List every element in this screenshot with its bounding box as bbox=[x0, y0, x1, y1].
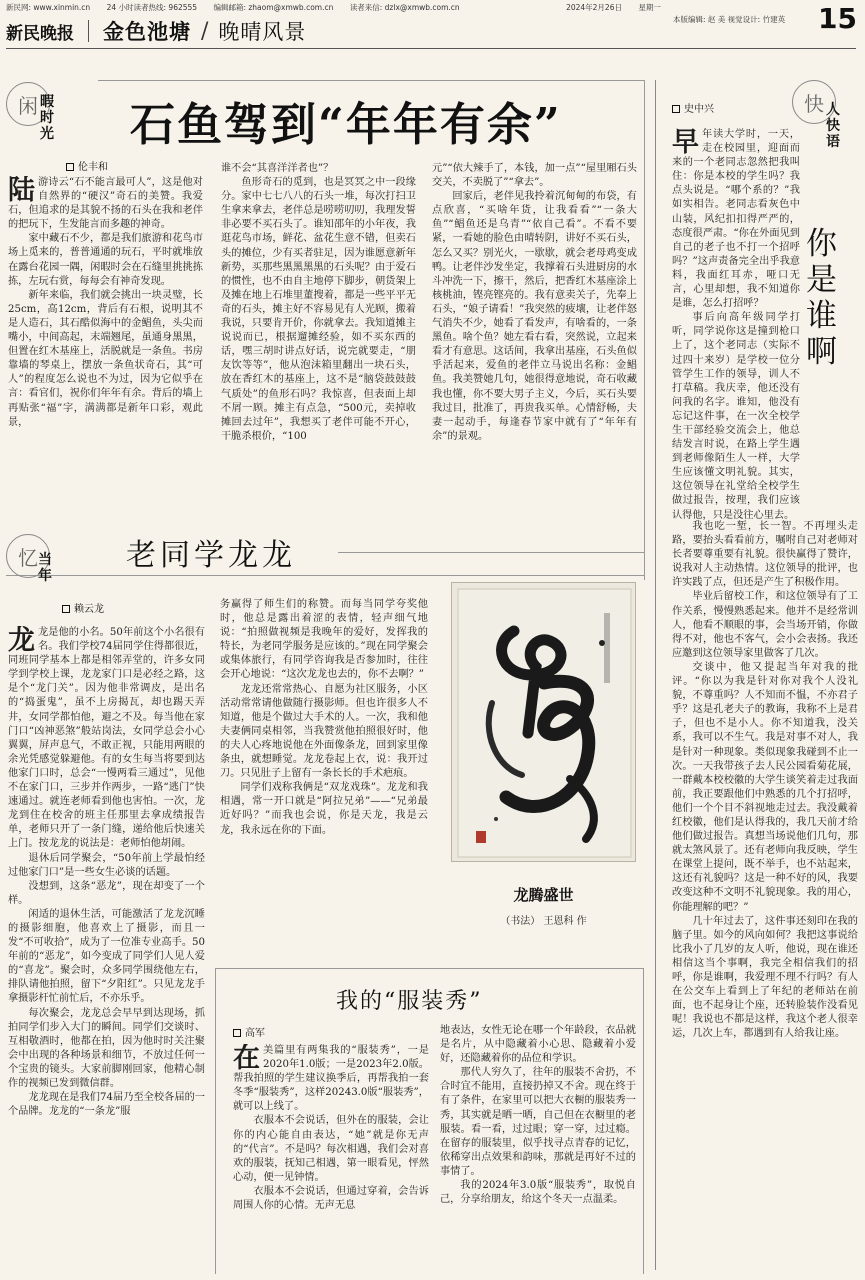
article3-para bbox=[233, 1044, 429, 1114]
article3-para: 衣服本不会说话，但通过穿着，会告诉周围人你的心情。无声无息 bbox=[233, 1185, 429, 1212]
section-title: 金色池塘 bbox=[103, 19, 191, 44]
article1-author: 伦丰和 bbox=[78, 162, 108, 173]
article4-col-bottom bbox=[672, 520, 858, 1274]
article1-para: 家中藏石不少，都是我们旅游和花鸟市场上觅来的，普普通通的玩石，平时就堆放在露台花园一隅，闲暇时会在石缝里挑挑拣拣，左玩右赏，每每会有神奇发现。 bbox=[8, 233, 203, 287]
article1-col3 bbox=[432, 162, 637, 570]
masthead bbox=[6, 16, 306, 46]
article3-text: 美篇里有两集我的“服装秀”，一是2020年1.0版；一是2023年2.0版。帮我拍照的学生建议换季后，再帮我拍一套冬季“服装秀”，这样20243.0版“服装秀”，就可以上线了。 bbox=[233, 1045, 429, 1113]
article2-para: 务赢得了师生们的称赞。而每当同学夸奖他时，他总是露出着涩的表情，轻声细气地说：“拍照做视频是我晚年的爱好，发挥我的特长，为老同学服务是应该的。”现在同学聚会或集体旅行，有同学咨询我是否参加时，往往会开心地说：“这次龙龙也去的，你不去啊？” bbox=[220, 599, 428, 681]
article2-para: 退休后同学聚会，“50年前上学最怕经过他家门口”是一些女生必谈的话题。 bbox=[8, 852, 205, 878]
article2-author: 赖云龙 bbox=[74, 604, 104, 615]
artwork-caption: 龙腾盛世 bbox=[513, 886, 574, 904]
article2-para: 同学们戏称我俩是“双龙戏珠”。龙龙和我相遇，常一开口就是“阿拉兄弟”——“兄弟最近好吗？”而我也会说，你是天龙，我是云龙，我永远在你的下面。 bbox=[220, 782, 428, 836]
article2-col2 bbox=[220, 598, 428, 954]
article2-title: 老同学龙龙 bbox=[126, 538, 296, 573]
subsection-title: 晚晴风景 bbox=[218, 20, 307, 44]
article2-para bbox=[8, 626, 205, 852]
article1-title: 石鱼驾到“年年有余” bbox=[130, 98, 562, 151]
page-number: 15 bbox=[818, 2, 857, 35]
article1-bottom-rule bbox=[6, 575, 644, 576]
article4-para bbox=[672, 128, 800, 311]
article1-badge-char: 闲 bbox=[18, 93, 38, 118]
article3-byline bbox=[233, 1024, 265, 1039]
article1-column-label: 暇时光 bbox=[40, 94, 54, 142]
article2-col1 bbox=[8, 626, 205, 1274]
date-text: 2024年2月26日 bbox=[566, 3, 622, 12]
article4-para: 毕业后留校工作，和这位领导有了工作关系，慢慢熟悉起来。他并不是经常训人，他看不顺眼的事，会当场开销，你做得不对，他也不客气，会小会表扬。我还应邀到这位领导家里做客了几次。 bbox=[672, 591, 858, 659]
article2-badge-char: 忆 bbox=[18, 545, 38, 570]
article3-author: 高军 bbox=[245, 1028, 265, 1039]
byline-box-icon bbox=[672, 105, 680, 113]
website-text: 新民网: www.xinmin.cn bbox=[6, 3, 91, 12]
article2-dropcap: 龙 bbox=[8, 626, 35, 656]
article3-title: 我的“服装秀” bbox=[336, 989, 483, 1014]
article3-col2 bbox=[440, 1024, 636, 1272]
article4-dropcap: 早 bbox=[672, 128, 699, 158]
article4-para: 我也吃一堑，长一智。不再埋头走路，要抬头看看前方，嘱咐自己对老师对长者要尊重要有礼貌。很快赢得了赞许，说我对人主动热情。这位领导的批评，也许实践了点，但还是产生了积极作用。 bbox=[672, 521, 858, 589]
article4-byline bbox=[672, 100, 714, 115]
article2-para: 龙龙还常常热心、自愿为社区服务，小区活动常常请他做随行摄影师。但也许很多人不知道，他是个做过大手术的人。一次，我和他夫妻俩同桌相邻，当我赞赏他拍照很好时，他的夫人心疼地说他在外面像条龙，回到家里像条虫，就想睡觉。龙龙卷起上衣，说：我开过刀。只见肚子上留有一条长长的手术疤痕。 bbox=[220, 683, 428, 780]
weekday-text: 星期一 bbox=[638, 3, 661, 12]
article3-col1 bbox=[233, 1044, 429, 1272]
section-slash: / bbox=[201, 18, 209, 44]
article1-para: 新年来临，我们就会挑出一块灵璧，长25cm，高12cm，背后有石根，说明其不是人造石，其石酷似海中的金鲳鱼，头尖而嘴小，中间高起，末端翘尾，虽通身黑黑，但置在红木基座上，活脱就是一条鱼。书房靠墙的琴桌上，摆放一条鱼状奇石，其“可人”的程度怎么说也不为过，因为它似乎在言：看官们，祝你们年年有余。背后的墙上再贴张“福”字，满满都是新年口彩，观此景， bbox=[8, 289, 203, 428]
article2-para: 闲适的退休生活，可能激活了龙龙沉睡的摄影细胞，他喜欢上了摄影，而且一发“不可收拾”，成为了一位准专业高手。50年前的“恶龙”，如今变成了同学们人见人爱的“喜龙”。聚会时，众多同学围绕他左右，排队请他拍照，留下“夕阳红”。只见龙龙手拿摄影杆忙前忙后，不亦乐乎。 bbox=[8, 908, 205, 1005]
article4-column-label: 人快语 bbox=[826, 102, 840, 150]
calligraphy-artwork bbox=[451, 582, 636, 862]
hotline-text: 24 小时读者热线: 962555 bbox=[106, 3, 198, 12]
article4-title: 你是谁啊 bbox=[806, 226, 837, 370]
article2-para: 龙龙现在是我们74届乃至全校各届的一个品牌。龙龙的“一条龙”服 bbox=[8, 1092, 205, 1118]
article4-author: 史中兴 bbox=[684, 104, 714, 115]
byline-box-icon bbox=[66, 163, 74, 171]
article1-para: 谁不会“其喜洋洋者也”？ bbox=[221, 163, 334, 174]
article1-text: 游诗云“石不能言最可人”，这是他对自然界的“硬汉”奇石的美赞。我爱石，但追求的是其貌不扬的石头在我和老伴的把玩下，生发能言而多趣的神奇。 bbox=[8, 177, 203, 231]
editors-credit: 本版编辑: 赵 美 视觉设计: 竹建英 bbox=[673, 15, 786, 24]
article4-para: 事后向高年级同学打听，同学说你这是撞到枪口上了，这个老同志（实际不过四十来岁）是学校一位分管学生工作的领导，训人不打草稿。我庆幸，他还没有问我的名字。谁知，他没有忘记这件事，在一次全校学生干部经验交流会上，他总结发言时说，在路上学生遇到老师像陌生人一样，大学生应该懂文明礼貌。其实，这位领导在礼堂给全校学生做过报告，按理，我们应该认得他，只是没往心里去。 bbox=[672, 312, 800, 520]
masthead-rule bbox=[6, 48, 856, 49]
article4-para: 几十年过去了，这件事还刻印在我的脑子里。如今的风向如何？我把这事说给比我小了几岁的友人听，他说，现在谁还相信这当个事啊，我完全相信我们的招呼，你是谁啊，我爱理不理不行吗？有人在公交车上看到上了年纪的老师站在前面，也不起身让个座，还转脸装作没看见呢！我说也不都是这样，我这个老人很幸运，几次上车，都遇到有人给我让座。 bbox=[672, 915, 858, 1040]
article3-para: 地表达，女性无论在哪一个年龄段，衣品就是名片，从中隐藏着小心思、隐藏着小爱好，还隐藏着你的品位和学识。 bbox=[440, 1025, 636, 1065]
article1-para: 鱼形奇石的觅到，也是冥冥之中一段缘分。家中七七八八的石头一堆，每次打扫卫生拿来拿去，老伴总是唠唠叨叨，我理发誓非必要不买石头了。谁知邵年的小年夜，我逛花鸟市场，鲜花、盆花生意不错，但卖石头的摊位，少有买者驻足，因为谁愿意新年新势，买那些黑黑黑黑的石头呢？由于爱石的惯性，也不由自主地停下脚步，朝货架上及摊在地上石堆里董搜着，都是一些平平无奇的石头，摊主好不容易见有人光顾，搬着我说，只要肯开价，你就拿去。我知道摊主说说而已，根据遛摊经验，如不买东西的话，嘿三胡时讲点好话，说完就要走，“朋友饮等等”，他从泡沫箱里翻出一块石头，放在香红木的基座上，这不是“脑袋鼓鼓鼓气质处”的鱼形石吗？我惊喜，但表面上却不屑一顾。摊主有点急，“500元，卖掉收摊回去过年”，我想买了老伴可能不开心，干脆杀根价，“100 bbox=[221, 177, 416, 442]
article2-title-rule bbox=[338, 552, 644, 553]
article3-dropcap: 在 bbox=[233, 1044, 260, 1074]
article4-para: 交谈中，他又提起当年对我的批评。“你以为我是针对你对我个人没礼貌，不尊重吗？人不知而不愠，不亦君子乎？这是孔老夫子的教诲，我称不上是君子，但也不是小人。你不知道我，没关系，我可以不生气。我是对事不对人，我是针对一种现象。类似现象我碰到不止一次。一天我带孩子去人民公园看菊花展，一群戴本校校徽的大学生谈笑着走过我面前，我正要跟他们中熟悉的几个打招呼，他们一个个目不斜视地走过去。我没戴着红校徽，他们是认得我的，我几天前才给他们做过报告。真想当场说他们几句，那就太煞风景了。还有老师向我反映，学生在课堂上提问，既不举手，也不站起来，这还有礼貌吗？这是一种不好的风，我要改变这种不文明不礼貌现象。我的用心，你能理解的吧？” bbox=[672, 661, 858, 913]
article4-col-top bbox=[672, 128, 800, 520]
article3-para: 衣服本不会说话，但外在的服装，会让你的内心能自由表达，“她”就是你无声的“代言”。不是吗？每次相遇，我们会对喜欢的服装，抚知己相遇，第一眼看见，怦然心动，便一见钟情。 bbox=[233, 1115, 429, 1183]
article1-dropcap: 陆 bbox=[8, 176, 35, 206]
article2-column-label: 当年 bbox=[38, 552, 52, 584]
column-divider bbox=[655, 80, 656, 1270]
article1-top-rule bbox=[98, 80, 644, 81]
artwork-credit: （书法） 王恩科 作 bbox=[500, 916, 587, 927]
article3-para: 我的2024年3.0版“服装秀”，取悦自己，分享给朋友，给这个冬天一点温柔。 bbox=[440, 1180, 636, 1206]
byline-box-icon bbox=[233, 1029, 241, 1037]
editor-email-text: 编辑邮箱: zhaom@xmwb.com.cn bbox=[213, 3, 334, 12]
article4-text: 年读大学时，一天，走在校园里，迎面而来的一个老同志忽然把我叫住：你是本校的学生吗？我点头说是。“哪个系的？”我如实相告。老同志看灰色中山装，风纪扣扣得严严的，态度很严肃。“你在外面见到自己的老子也不打一个招呼吗？”这声责备完全出乎我意料，我面红耳赤，哑口无言，心里却想，我不知道你是谁，怎么打招呼？ bbox=[672, 129, 800, 310]
article1-col1 bbox=[8, 176, 203, 570]
article1-para bbox=[8, 176, 203, 232]
paper-name: 新民晚报 bbox=[6, 23, 74, 44]
article4-badge-char: 快 bbox=[804, 91, 824, 116]
top-info-bar bbox=[6, 2, 796, 14]
article3-para: 那代人穷久了，往年的服装不舍扔，不合时宜不能用，直接扔掉又不舍。现在终于有了条件，在家里可以把大衣橱的服装秀一秀，其实就是晒一晒，自己但在衣橱里的老服装。看一看，过过眼；穿一穿，过过瘾。在留存的服装里，似乎找寻点青春的记忆，依稀穿出点效果和韵味，那就是再好不过的事情了。 bbox=[440, 1067, 636, 1177]
calligraphy-brush-icon bbox=[452, 583, 637, 863]
article2-para: 每次聚会，龙龙总会早早到达现场，抓拍同学们步入大门的瞬间。同学们交谈时、互相敬酒时，他都在拍，因为他时时关注聚会中出现的各种场景和细节，不放过任何一个宝贵的镜头。大家前脚刚回家，他精心制作的视频已发到微信群。 bbox=[8, 1007, 205, 1089]
article1-col2 bbox=[221, 162, 416, 570]
article1-para: 回家后，老伴见我拎着沉甸甸的布袋，有点欣喜，“买啥年货，让我看看”“一条大鱼”“鲳鱼还是乌青”“依自己看”。不看不要紧，一看她的脸色由晴转阴，讲好不买石头，怎么又买？别光火，一歇歇，就会老母鸡变成鸭。让老伴沙发坐定，我撑着石头进厨房的水斗冲洗一下，擦干，然后，把香红木基座涂上核桃油，铿亮铿亮的。我有意卖关子，先奉上石头，“娘子请看！”我突然的疲壤，让老伴怒气消失不少，她看了看发声，有啥看的，一条黑鱼。啥个鱼？她左看右看，突然说，立起来看才有意思。这话间，我拿出基座，石头鱼似乎活起来，爱鱼的老伴立马说出名称：金鲳鱼。我美赞她几句，她很得意地说，奇石收藏我也懂，你不要大男子主义，今后，买石头要我过目，批准了，再贵我买单。心情舒畅，夫妻一起动手，每逢春节家中就有了“年年有余”的景观。 bbox=[432, 191, 637, 442]
masthead-divider bbox=[88, 20, 89, 42]
article1-para: 元”“依大辣手了，本钱，加一点”“屋里厢石头交关，不卖脱了”“拿去”。 bbox=[432, 163, 637, 189]
article2-byline bbox=[62, 600, 104, 615]
article1-byline bbox=[66, 158, 108, 173]
article1-right-rule bbox=[644, 80, 645, 580]
article2-text: 龙是他的小名。50年前这个小名很有名。我们学校74届同学住得都很近，同班同学基本上都是相邻弄堂的，许多女同学到学校上课，龙龙家门口是必经之路，这是个“龙门关”。因为他非常调皮，是出名的“捣蛋鬼”，虽不上房揭瓦，却也踢天弄井，女同学都怕他，避之不及。每当他在家门口“凶神恶煞”般站岗法，女同学总会小心翼翼，屏声息气，不敢正视，只能用两眼的余光凭感觉躲避他。有的女生每当将要到达他家门口时，总会“一慢两看三通过”，见他不在家门口，三步并作两步，一路“逃门”快速通过。就连老师看到他也害怕。一次，龙龙到住在校舍的班主任那里去拿成绩报告单，老师只开了一条门缝，递给他后快速关上门。按龙龙的说法是：老师怕他胡闹。 bbox=[8, 627, 205, 850]
byline-box-icon bbox=[62, 605, 70, 613]
reader-email-text: 读者来信: dzlx@xmwb.com.cn bbox=[349, 3, 460, 12]
article2-para: 没想到，这条“恶龙”，现在却变了一个样。 bbox=[8, 880, 205, 906]
